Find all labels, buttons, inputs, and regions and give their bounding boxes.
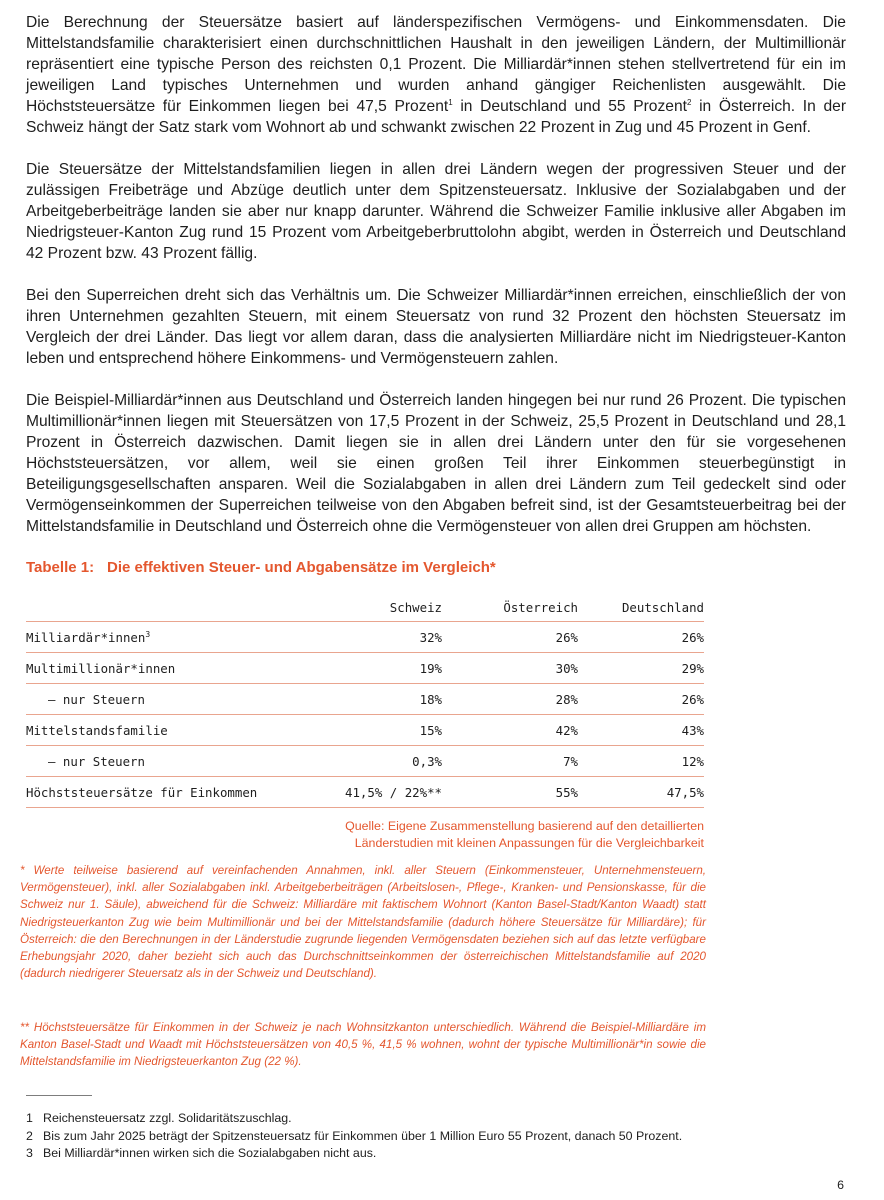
header-empty [26,593,326,622]
footnote-number: 3 [26,1146,33,1160]
cell-deutschland: 47,5% [578,777,704,808]
row-label: Mittelstandsfamilie [26,715,326,746]
cell-oesterreich: 7% [442,746,578,777]
cell-oesterreich: 30% [442,653,578,684]
cell-deutschland: 26% [578,622,704,653]
table-caption [26,559,846,579]
table-source [26,818,704,852]
cell-schweiz: 15% [326,715,442,746]
table-row [26,622,704,653]
cell-schweiz: 32% [326,622,442,653]
table-row [26,777,704,808]
cell-deutschland: 26% [578,684,704,715]
footnote-number: 2 [26,1128,33,1143]
table-note-double-asterisk: ** Höchststeuersätze für Einkommen in der Schweiz je nach Wohnsitzkanton unterschiedlich. Während die Beispiel-Milliardäre im Kanton Basel-Stadt und Waadt mit Höchststeuersätzen von 40,5 %, 41,5 % wohnen, wohnt der typische Multimillionär*in sowie die Mittelstandsfamilie im Niedrigsteuerkanton Zug (22 %). [20,1021,706,1069]
footnote-text: Bis zum Jahr 2025 beträgt der Spitzensteuersatz für Einkommen über 1 Million Euro 55 Prozent, danach 50 Prozent. [43,1128,683,1143]
footnote [26,1110,826,1128]
paragraph-2: Die Steuersätze der Mittelstandsfamilien liegen in allen drei Ländern wegen der progressiven Steuer und der zulässigen Freibeträge und Abzüge deutlich unter dem Spitzensteuersatz. Inklusive der Sozialabgaben und der Arbeitgeberbeiträge landen sie aber nur knapp darunter. Während die Schweizer Familie inklusive aller Abgaben im Niedrigsteuer-Kanton Zug rund 15 Prozent vom Arbeitgeberbruttolohn abgibt, werden in Österreich und Deutschland 42 Prozent bzw. 43 Prozent fällig. [26,161,846,262]
cell-oesterreich: 55% [442,777,578,808]
cell-deutschland: 29% [578,653,704,684]
cell-oesterreich: 28% [442,684,578,715]
table-header-row [26,593,704,622]
footnote-ref-2[interactable]: 2 [686,97,692,107]
table-caption-title: Die effektiven Steuer- und Abgabensätze im Vergleich* [107,559,496,576]
table-source-line: Quelle: Eigene Zusammenstellung basierend auf den detaillierten [345,819,704,833]
footnote-text: Reichensteuersatz zzgl. Solidaritätszuschlag. [43,1111,292,1125]
table-row [26,746,704,777]
paragraph-1: Die Berechnung der Steuersätze basiert auf länderspezifischen Vermögens- und Einkommensdaten. Die Mittelstandsfamilie charakterisiert einen durchschnittlichen Haushalt in den jeweiligen Ländern, der Multimillionär repräsentiert eine typische Person des reichsten 0,1 Prozent. Die Milliardär*innen stehen stellvertretend für ein im jeweiligen Land typisches Unternehmen und wurden anhand gängiger Reichenlisten ausgewählt. Die Höchststeuersätze für Einkommen liegen bei 47,5 Prozent$^1$ in Deutschland und 55 Prozent$^2$ in Österreich. In der Schweiz hängt der Satz stark vom Wohnort ab und schwankt zwischen 22 Prozent in Zug und 45 Prozent in Genf. [26,14,847,136]
cell-deutschland: 12% [578,746,704,777]
row-label: Milliardär*innen$^3$ [26,622,326,653]
paragraph-4: Die Beispiel-Milliardär*innen aus Deutschland und Österreich landen hingegen bei nur rund 26 Prozent. Die typischen Multimillionär*innen liegen mit Steuersätzen von 17,5 Prozent in der Schweiz, 25,5 Prozent in Deutschland und 28,1 Prozent in Österreich dazwischen. Damit liegen sie in allen drei Ländern unter den für sie vorgesehenen Höchststeuersätzen, vor allem, weil sie einen großen Teil ihrer Einkommen steuerbegünstigt in Beteiligungsgesellschaften ansparen. Weil die Sozialabgaben in allen drei Ländern zum Teil gedeckelt sind oder Vermögenseinkommen der Superreichen teilweise von den Abgaben befreit sind, ist der Gesamtsteuerbeitrag bei der Mittelstandsfamilie in Deutschland und Österreich ohne die Vermögensteuer von allen drei Gruppen am höchsten. [26,392,846,535]
tax-comparison-table [26,593,704,808]
row-label: — nur Steuern [26,746,326,777]
table-row [26,715,704,746]
page-body [26,12,846,852]
footnote [26,1128,826,1146]
footnote-divider [26,1095,92,1096]
header-schweiz: Schweiz [326,593,442,622]
header-oesterreich: Österreich [442,593,578,622]
table-caption-number: Tabelle 1: [26,559,95,576]
row-label: — nur Steuern [26,684,326,715]
paragraph-3: Bei den Superreichen dreht sich das Verhältnis um. Die Schweizer Milliardär*innen erreichen, einschließlich der von ihren Unternehmen gezahlten Steuern, mit einem Steuersatz von rund 32 Prozent den höchsten Steuersatz im Vergleich der drei Länder. Das liegt vor allem daran, dass die analysierten Milliardäre nicht im Niedrigsteuer-Kanton leben und entsprechend höhere Einkommens- und Vermögensteuern zahlen. [26,287,846,367]
table-row [26,684,704,715]
footnote-ref-3[interactable]: 3 [145,629,151,639]
table-row [26,653,704,684]
cell-schweiz: 19% [326,653,442,684]
footnote [26,1145,826,1163]
footnote-number: 1 [26,1111,33,1125]
page-number: 6 [837,1178,844,1192]
cell-oesterreich: 42% [442,715,578,746]
table-note-asterisk: * Werte teilweise basierend auf vereinfachenden Annahmen, inkl. aller Steuern (Einkommensteuer, Unternehmensteuern, Vermögensteuer), inkl. aller Sozialabgaben inkl. Arbeitgeberbeiträgen (Arbeitslosen-, Pflege-, Kranken- und Pensionskasse, für die Schweiz nur 1. Säule), abweichend für die Schweiz: Milliardäre mit faktischem Wohnort (Kanton Basel-Stadt/Kanton Waadt) statt Niedrigsteuerkanton Zug wie beim Multimillionär und bei der Mittelstandsfamilie (dadurch höhere Steuersätze für Milliardäre); für Österreich: die den Berechnungen in der Länderstudie zugrunde liegenden Vermögensdaten beziehen sich auf das letzte verfügbare Erhebungsjahr 2020, daher bezieht sich auch das Durchschnittseinkommen der österreichischen Mittelstandsfamilie auf 2020 (dadurch niedrigerer Steuersatz als in der Schweiz und Deutschland). [20,864,706,981]
cell-oesterreich: 26% [442,622,578,653]
header-deutschland: Deutschland [578,593,704,622]
row-label: Multimillionär*innen [26,653,326,684]
footnote-ref-1[interactable]: 1 [448,97,453,107]
footnotes [26,1110,826,1163]
cell-deutschland: 43% [578,715,704,746]
table-source-line: Länderstudien mit kleinen Anpassungen für die Vergleichbarkeit [354,836,704,850]
row-label: Höchststeuersätze für Einkommen [26,777,326,808]
footnote-text: Bei Milliardär*innen wirken sich die Sozialabgaben nicht aus. [43,1146,377,1160]
cell-schweiz: 41,5% / 22%** [326,777,442,808]
cell-schweiz: 18% [326,684,442,715]
cell-schweiz: 0,3% [326,746,442,777]
